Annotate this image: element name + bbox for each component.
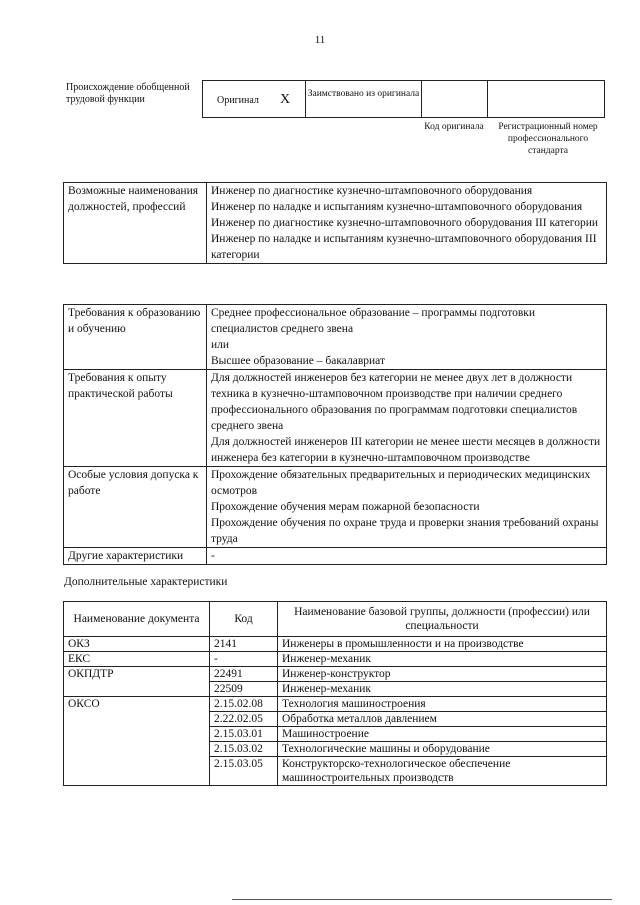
code-cell: 2.15.03.05 [210, 757, 278, 786]
original-label: Оригинал [217, 95, 259, 106]
table-row [64, 712, 607, 727]
conditions-row [64, 467, 607, 548]
other-row [64, 548, 607, 565]
name-cell: Инженер-механик [278, 682, 607, 697]
other-label: Другие характеристики [64, 548, 207, 565]
code-cell: 2.15.02.08 [210, 697, 278, 712]
doc-cell [64, 682, 210, 697]
table-row [64, 667, 607, 682]
experience-row [64, 370, 607, 467]
positions-table [63, 182, 607, 264]
positions-list [207, 183, 607, 264]
code-cell: 22509 [210, 682, 278, 697]
conditions-value [207, 467, 607, 548]
bottom-divider [232, 899, 612, 900]
doc-cell [64, 742, 210, 757]
experience-line: Для должностей инженеров без категории не менее двух лет в должности техника в кузнечно-штамповочном производстве при наличии среднего профессионального образования по программам подготовки специалистов среднего звена [211, 372, 578, 432]
conditions-label: Особые условия допуска к работе [64, 467, 207, 548]
position-item: Инженер по диагностике кузнечно-штамповочного оборудования III категории [211, 217, 599, 229]
name-cell: Инженер-конструктор [278, 667, 607, 682]
code-cell: - [210, 652, 278, 667]
original-code-cell [422, 81, 488, 117]
name-cell: Инженер-механик [278, 652, 607, 667]
table-row [64, 757, 607, 786]
origin-box [202, 80, 605, 118]
header-doc: Наименование документа [64, 602, 210, 637]
code-cell: 2.22.02.05 [210, 712, 278, 727]
doc-cell: ОКПДТР [64, 667, 210, 682]
conditions-line: Прохождение обучения мерам пожарной безопасности [211, 501, 480, 513]
page-number: 11 [314, 34, 326, 46]
doc-cell: ОКЗ [64, 637, 210, 652]
experience-value [207, 370, 607, 467]
doc-cell [64, 727, 210, 742]
conditions-line: Прохождение обязательных предварительных и периодических медицинских осмотров [211, 469, 591, 497]
education-label: Требования к образованию и обучению [64, 305, 207, 370]
borrowed-cell [306, 81, 422, 117]
position-item: Инженер по наладке и испытаниям кузнечно-штамповочного оборудования III категории [211, 233, 597, 261]
education-line: Высшее образование – бакалавриат [211, 355, 385, 367]
doc-cell: ЕКС [64, 652, 210, 667]
table-row [64, 727, 607, 742]
other-value: - [207, 548, 607, 565]
additional-table [63, 601, 607, 786]
doc-cell: ОКСО [64, 697, 210, 712]
table-row [64, 637, 607, 652]
table-row [64, 682, 607, 697]
code-cell: 2.15.03.01 [210, 727, 278, 742]
reg-number-cell [488, 81, 606, 117]
education-line: или [211, 339, 230, 351]
table-row [64, 742, 607, 757]
name-cell: Инженеры в промышленности и на производстве [278, 637, 607, 652]
name-cell: Обработка металлов давлением [278, 712, 607, 727]
original-mark: X [280, 92, 291, 107]
additional-title: Дополнительные характеристики [64, 576, 228, 588]
name-cell: Конструкторско-технологическое обеспечение машиностроительных производств [278, 757, 607, 786]
experience-line: Для должностей инженеров III категории не менее шести месяцев в должности инженера без категории в кузнечно-штамповочном производстве [211, 436, 601, 464]
code-cell: 2.15.03.02 [210, 742, 278, 757]
borrowed-label: Заимствовано из оригинала [307, 89, 420, 99]
education-row [64, 305, 607, 370]
conditions-line: Прохождение обучения по охране труда и проверки знания требований охраны труда [211, 517, 599, 545]
position-item: Инженер по наладке и испытаниям кузнечно-штамповочного оборудования [211, 201, 583, 213]
original-code-label: Код оригинала [424, 122, 484, 132]
header-code: Код [210, 602, 278, 637]
name-cell: Технологические машины и оборудование [278, 742, 607, 757]
header-name: Наименование базовой группы, должности (профессии) или специальности [278, 602, 607, 637]
positions-label: Возможные наименования должностей, профессий [64, 183, 207, 264]
doc-cell [64, 757, 210, 786]
education-value [207, 305, 607, 370]
name-cell: Технология машиностроения [278, 697, 607, 712]
doc-cell [64, 712, 210, 727]
education-line: Среднее профессиональное образование – программы подготовки специалистов среднего звена [211, 307, 536, 335]
experience-label: Требования к опыту практической работы [64, 370, 207, 467]
table-row [64, 697, 607, 712]
additional-header-row [64, 602, 607, 637]
reg-number-label: Регистрационный номер профессионального стандарта [498, 122, 598, 156]
name-cell: Машиностроение [278, 727, 607, 742]
table-row [64, 652, 607, 667]
requirements-table [63, 304, 607, 565]
code-cell: 22491 [210, 667, 278, 682]
code-cell: 2141 [210, 637, 278, 652]
position-item: Инженер по диагностике кузнечно-штамповочного оборудования [211, 185, 533, 197]
original-cell [203, 81, 306, 117]
origin-label: Происхождение обобщенной трудовой функции [66, 82, 190, 105]
